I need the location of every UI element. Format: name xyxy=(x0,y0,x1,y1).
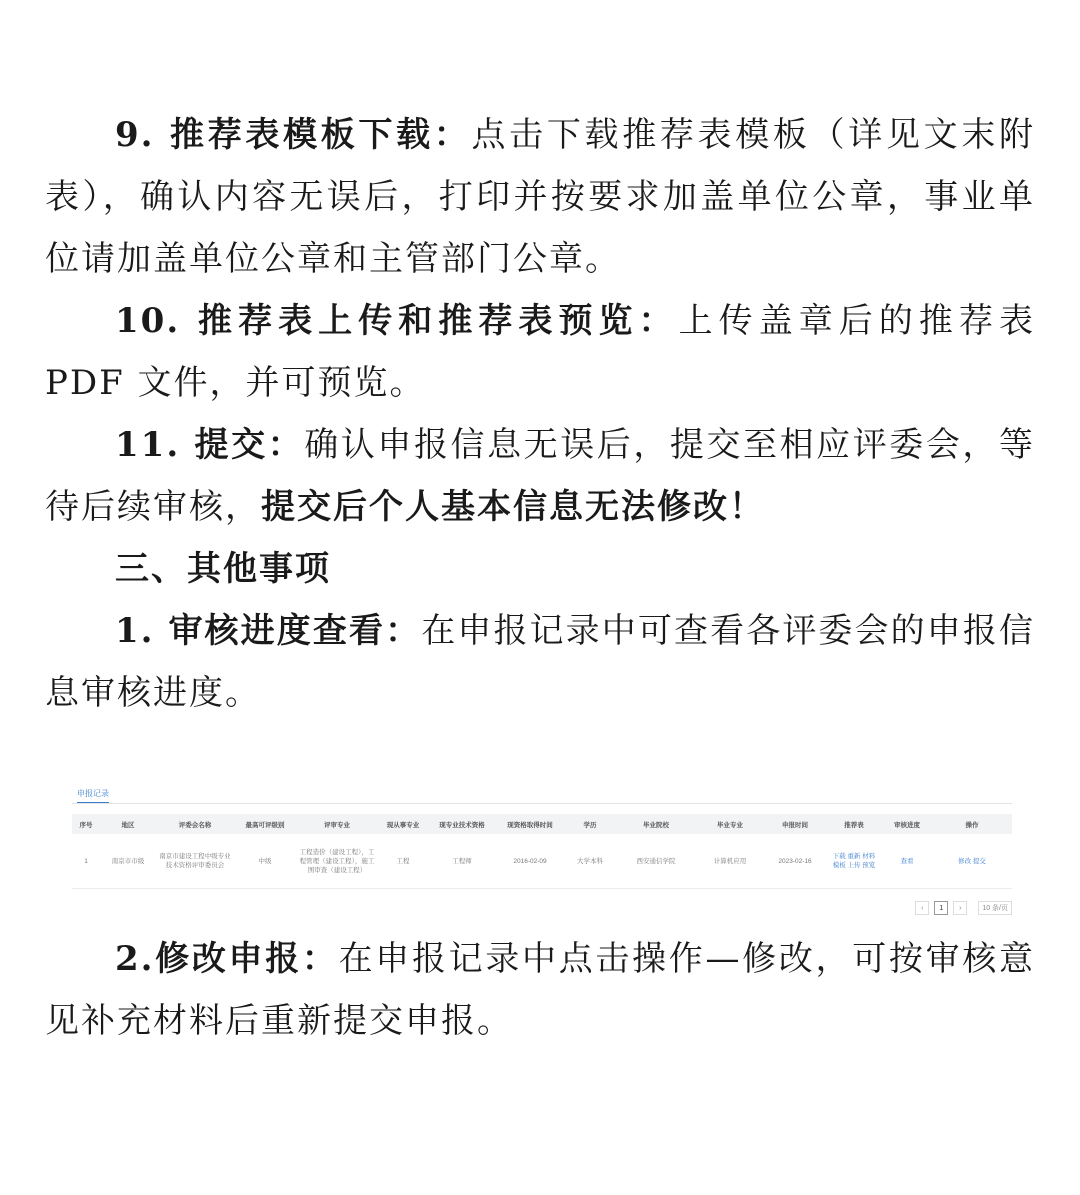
paragraph-upload-preview xyxy=(45,290,1035,414)
cell-obtained: 2016-02-09 xyxy=(496,834,564,889)
column-header: 推荐表 xyxy=(826,814,882,834)
cell-current-title: 工程师 xyxy=(428,834,496,889)
cell-progress-link[interactable]: 查看 xyxy=(882,834,932,889)
table-row xyxy=(72,834,1012,889)
cell-current-major: 工程 xyxy=(378,834,428,889)
paragraph-lead: 10. 推荐表上传和推荐表预览： xyxy=(115,301,679,341)
cell-recommend-links[interactable]: 下载 重新 材料 模板 上传 预览 xyxy=(826,834,882,889)
column-header: 序号 xyxy=(72,814,100,834)
pagination xyxy=(915,901,1012,915)
column-header: 现专业技术资格 xyxy=(428,814,496,834)
records-screenshot xyxy=(72,788,1012,923)
cell-no: 1 xyxy=(72,834,100,889)
tab-divider xyxy=(72,803,1012,804)
paragraph-warning: 提交后个人基本信息无法修改！ xyxy=(261,487,765,527)
cell-operation-links[interactable]: 修改 提交 xyxy=(932,834,1012,889)
paragraph-template-download xyxy=(45,104,1035,290)
records-table xyxy=(72,814,1012,889)
next-page-button[interactable]: › xyxy=(953,901,967,915)
column-header: 申报时间 xyxy=(764,814,826,834)
paragraph-text: 在申报记录中点击操作—修改，可按审核意见补充材料后重新提交申报。 xyxy=(45,939,1035,1041)
paragraph-lead: 9. 推荐表模板下载： xyxy=(115,115,472,155)
paragraph-review-progress xyxy=(45,600,1035,724)
paragraph-text: 在申报记录中可查看各评委会的申报信息审核进度。 xyxy=(45,611,1035,713)
column-header: 毕业专业 xyxy=(696,814,764,834)
column-header: 地区 xyxy=(100,814,156,834)
cell-grad-major: 计算机应用 xyxy=(696,834,764,889)
cell-level: 中级 xyxy=(234,834,296,889)
paragraph-lead: 2.修改申报： xyxy=(115,939,339,979)
column-header: 评委会名称 xyxy=(156,814,234,834)
paragraph-modify-application xyxy=(45,928,1035,1052)
section-heading: 三、其他事项 xyxy=(115,549,331,589)
paragraph-text: 点击下载推荐表模板（详见文末附表），确认内容无误后，打印并按要求加盖单位公章，事业单位请加盖单位公章和主管部门公章。 xyxy=(45,115,1035,279)
column-header: 评审专业 xyxy=(296,814,378,834)
column-header: 现从事专业 xyxy=(378,814,428,834)
column-header: 审核进度 xyxy=(882,814,932,834)
column-header: 最高可评级别 xyxy=(234,814,296,834)
cell-apply-date: 2023-02-16 xyxy=(764,834,826,889)
paragraph-text: 上传盖章后的推荐表 PDF 文件，并可预览。 xyxy=(45,301,1035,403)
paragraph-text: 确认申报信息无误后，提交至相应评委会，等待后续审核， xyxy=(45,425,1035,527)
column-header: 操作 xyxy=(932,814,1012,834)
cell-major: 工程造价（建设工程），工程管理（建设工程），施工图审查（建设工程） xyxy=(296,834,378,889)
column-header: 毕业院校 xyxy=(616,814,696,834)
paragraph-submit xyxy=(45,414,1035,538)
page-size-select[interactable]: 10 条/页 xyxy=(978,901,1012,915)
tab-records[interactable]: 申报记录 xyxy=(77,788,109,804)
paragraph-lead: 1. 审核进度查看： xyxy=(115,611,422,651)
column-header: 学历 xyxy=(564,814,616,834)
cell-education: 大学本科 xyxy=(564,834,616,889)
cell-school: 西安通信学院 xyxy=(616,834,696,889)
page-number[interactable]: 1 xyxy=(934,901,948,915)
cell-committee: 南京市建设工程中级专业技术资格评审委员会 xyxy=(156,834,234,889)
cell-region: 南京市市级 xyxy=(100,834,156,889)
table-header-row xyxy=(72,814,1012,834)
paragraph-lead: 11. 提交： xyxy=(115,425,305,465)
column-header: 现资格取得时间 xyxy=(496,814,564,834)
prev-page-button[interactable]: ‹ xyxy=(915,901,929,915)
